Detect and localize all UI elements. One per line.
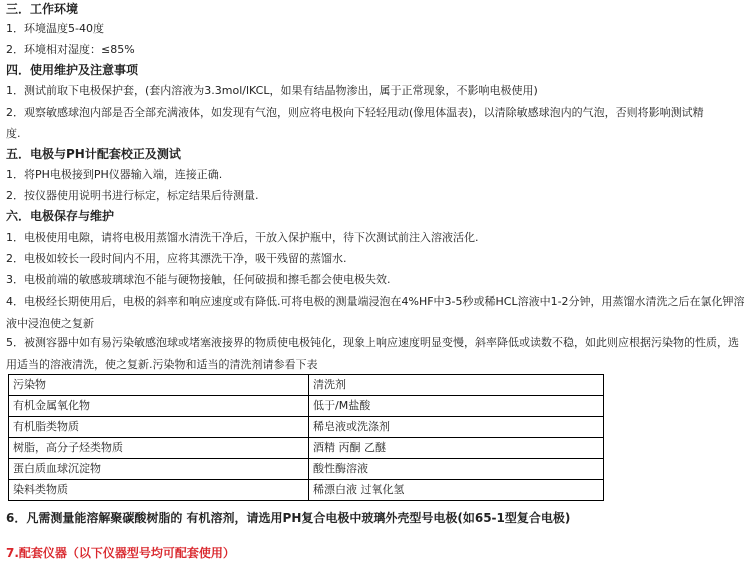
table-row xyxy=(9,480,604,501)
table-row xyxy=(9,459,604,480)
section-6-item-4: 4．电极经长期使用后，电极的斜率和响应速度或有降低.可将电极的测量端浸泡在4%HF中3-5秒或稀HCL溶液中1-2分钟，用蒸馏水清洗之后在氯化钾溶液中浸泡使之复新 xyxy=(6,295,745,330)
header-cleaner: 清洗剂 xyxy=(309,375,604,396)
header-contaminant: 污染物 xyxy=(9,375,309,396)
contaminant-cleaner-table xyxy=(8,374,604,501)
note-6: 6．凡需测量能溶解聚碳酸树脂的 有机溶剂，请选用PH复合电极中玻璃外壳型号电极(如65-1型复合电极) xyxy=(6,511,571,525)
section-6-heading: 六．电极保存与维护 xyxy=(6,209,115,223)
section-6-item-2: 2．电极如较长一段时间内不用，应将其漂洗干净，吸干残留的蒸馏水. xyxy=(6,252,347,265)
section-3-item-1: 1．环境温度5-40度 xyxy=(6,22,104,35)
cell-cleaner: 稀漂白液 过氧化氢 xyxy=(309,480,604,501)
section-4-heading: 四．使用维护及注意事项 xyxy=(6,63,139,77)
section-6-item-5: 5．被测容器中如有易污染敏感泡球或堵塞液接界的物质使电极钝化，现象上响应速度明显变慢，斜率降低或读数不稳，如此则应根据污染物的性质，选用适当的溶液清洗，使之复新.污染物和适当的清洗剂请参看下表 xyxy=(6,336,739,371)
section-5-item-2: 2．按仪器使用说明书进行标定，标定结果后待测量. xyxy=(6,189,259,202)
section-6-item-1: 1．电极使用电隙，请将电极用蒸馏水清洗干净后，干放入保护瓶中，待下次测试前注入溶液活化. xyxy=(6,231,479,244)
section-3-item-2: 2．环境相对湿度：≤85% xyxy=(6,43,135,56)
section-5-item-1: 1．将PH电极接到PH仪器输入端，连接正确. xyxy=(6,168,223,181)
cell-cleaner: 酒精 丙酮 乙醚 xyxy=(309,438,604,459)
table-row xyxy=(9,417,604,438)
cell-contaminant: 蛋白质血球沉淀物 xyxy=(9,459,309,480)
cell-contaminant: 树脂，高分子烃类物质 xyxy=(9,438,309,459)
cell-cleaner: 稀皂液或洗涤剂 xyxy=(309,417,604,438)
section-6-item-3: 3．电极前端的敏感玻璃球泡不能与硬物接触，任何破损和擦毛都会使电极失效. xyxy=(6,273,391,286)
section-3-heading: 三．工作环境 xyxy=(6,2,79,16)
cell-contaminant: 染料类物质 xyxy=(9,480,309,501)
cell-cleaner: 酸性酶溶液 xyxy=(309,459,604,480)
table-row xyxy=(9,396,604,417)
section-4-item-2-cont: 度. xyxy=(6,127,21,140)
table-header-row xyxy=(9,375,604,396)
section-4-item-2: 2．观察敏感球泡内部是否全部充满液体，如发现有气泡，则应将电极向下轻轻甩动(像甩体温表)，以清除敏感球泡内的气泡，否则将影响测试精 xyxy=(6,106,704,119)
cell-contaminant: 有机脂类物质 xyxy=(9,417,309,438)
table-row xyxy=(9,438,604,459)
section-5-heading: 五．电极与PH计配套校正及测试 xyxy=(6,147,181,161)
section-4-item-1: 1．测试前取下电极保护套，(套内溶液为3.3mol/lKCL，如果有结晶物渗出，属于正常现象，不影响电极使用) xyxy=(6,84,538,97)
cell-contaminant: 有机金属氧化物 xyxy=(9,396,309,417)
section-7-heading: 7.配套仪器（以下仪器型号均可配套使用） xyxy=(6,546,235,560)
cell-cleaner: 低于/M盐酸 xyxy=(309,396,604,417)
